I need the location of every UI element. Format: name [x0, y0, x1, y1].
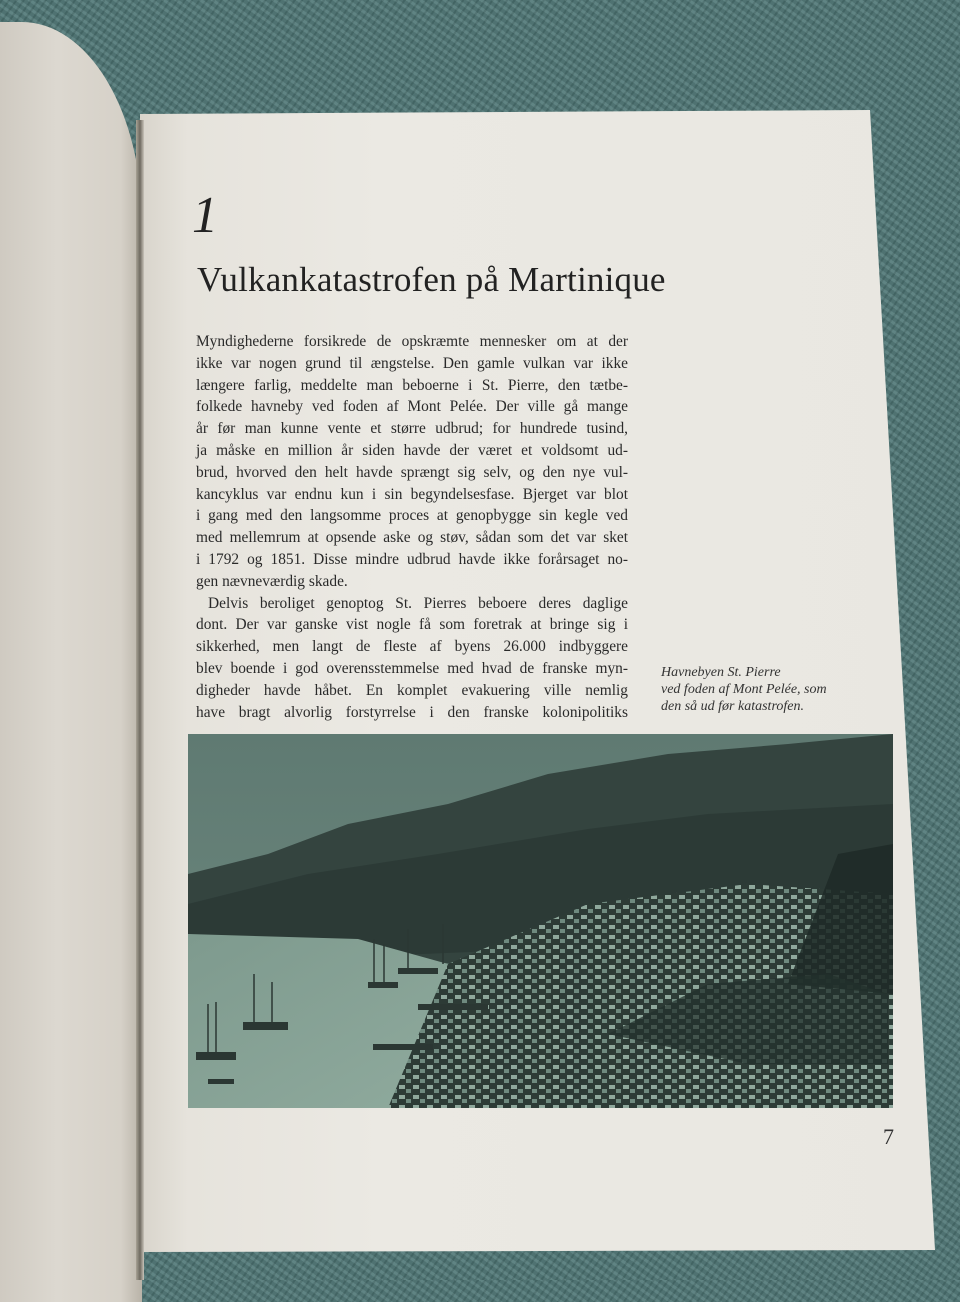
body-line: i 1792 og 1851. Disse mindre udbrud havde ikke forårsaget no-: [196, 550, 628, 568]
body-line: gen nævneværdig skade.: [196, 572, 348, 590]
book-gutter: [136, 120, 144, 1280]
body-line: i gang med den langsomme proces at genopbygge sin kegle ved: [196, 507, 628, 525]
body-line: have bragt alvorlig forstyrrelse i den franske kolonipolitiks: [196, 703, 628, 721]
caption-line: den så ud før katastrofen.: [661, 699, 804, 714]
photo-caption: [661, 664, 871, 715]
body-line: sikkerhed, men langt de fleste af byens 26.000 indbyggere: [196, 638, 628, 656]
chapter-number: 1: [192, 187, 218, 244]
body-line: år før man kunne vente et større udbrud; for hundrede tusind,: [196, 420, 628, 438]
harbor-photo: [188, 734, 893, 1108]
body-line: længere farlig, meddelte man beboerne i St. Pierre, den tætbe-: [196, 376, 628, 394]
caption-line: ved foden af Mont Pelée, som: [661, 682, 827, 697]
chapter-title: Vulkankatastrofen på Martinique: [197, 260, 666, 299]
caption-line: Havnebyen St. Pierre: [661, 665, 781, 680]
body-text: [196, 331, 628, 723]
st-pierre-photo-illustration: [188, 734, 893, 1108]
body-line: digheder havde håbet. En komplet evakuering ville nemlig: [196, 681, 628, 699]
body-line: dont. Der var ganske vist nogle få som foretrak at bringe sig i: [196, 616, 628, 634]
page-number: 7: [883, 1124, 894, 1149]
body-line: Myndighederne forsikrede de opskræmte mennesker om at der: [196, 333, 628, 350]
body-line: brud, hvorved den helt havde sprængt sig selv, og den nye vul-: [196, 463, 628, 481]
body-line: ja måske en million år siden havde der været et voldsomt ud-: [196, 441, 628, 459]
body-line: folkede havneby ved foden af Mont Pelée. Der ville gå mange: [196, 398, 628, 416]
body-line: ikke var nogen grund til ængstelse. Den gamle vulkan var ikke: [196, 354, 628, 372]
left-page: [0, 22, 142, 1302]
body-line: blev boende i god overensstemmelse med hvad de franske myn-: [196, 659, 628, 677]
body-line: kancyklus var endnu kun i sin begyndelsesfase. Bjerget var blot: [196, 485, 628, 503]
body-line: Delvis beroliget genoptog St. Pierres beboere deres daglige: [208, 594, 628, 612]
body-line: med mellemrum at opsende aske og støv, sådan som det var sket: [196, 529, 628, 547]
